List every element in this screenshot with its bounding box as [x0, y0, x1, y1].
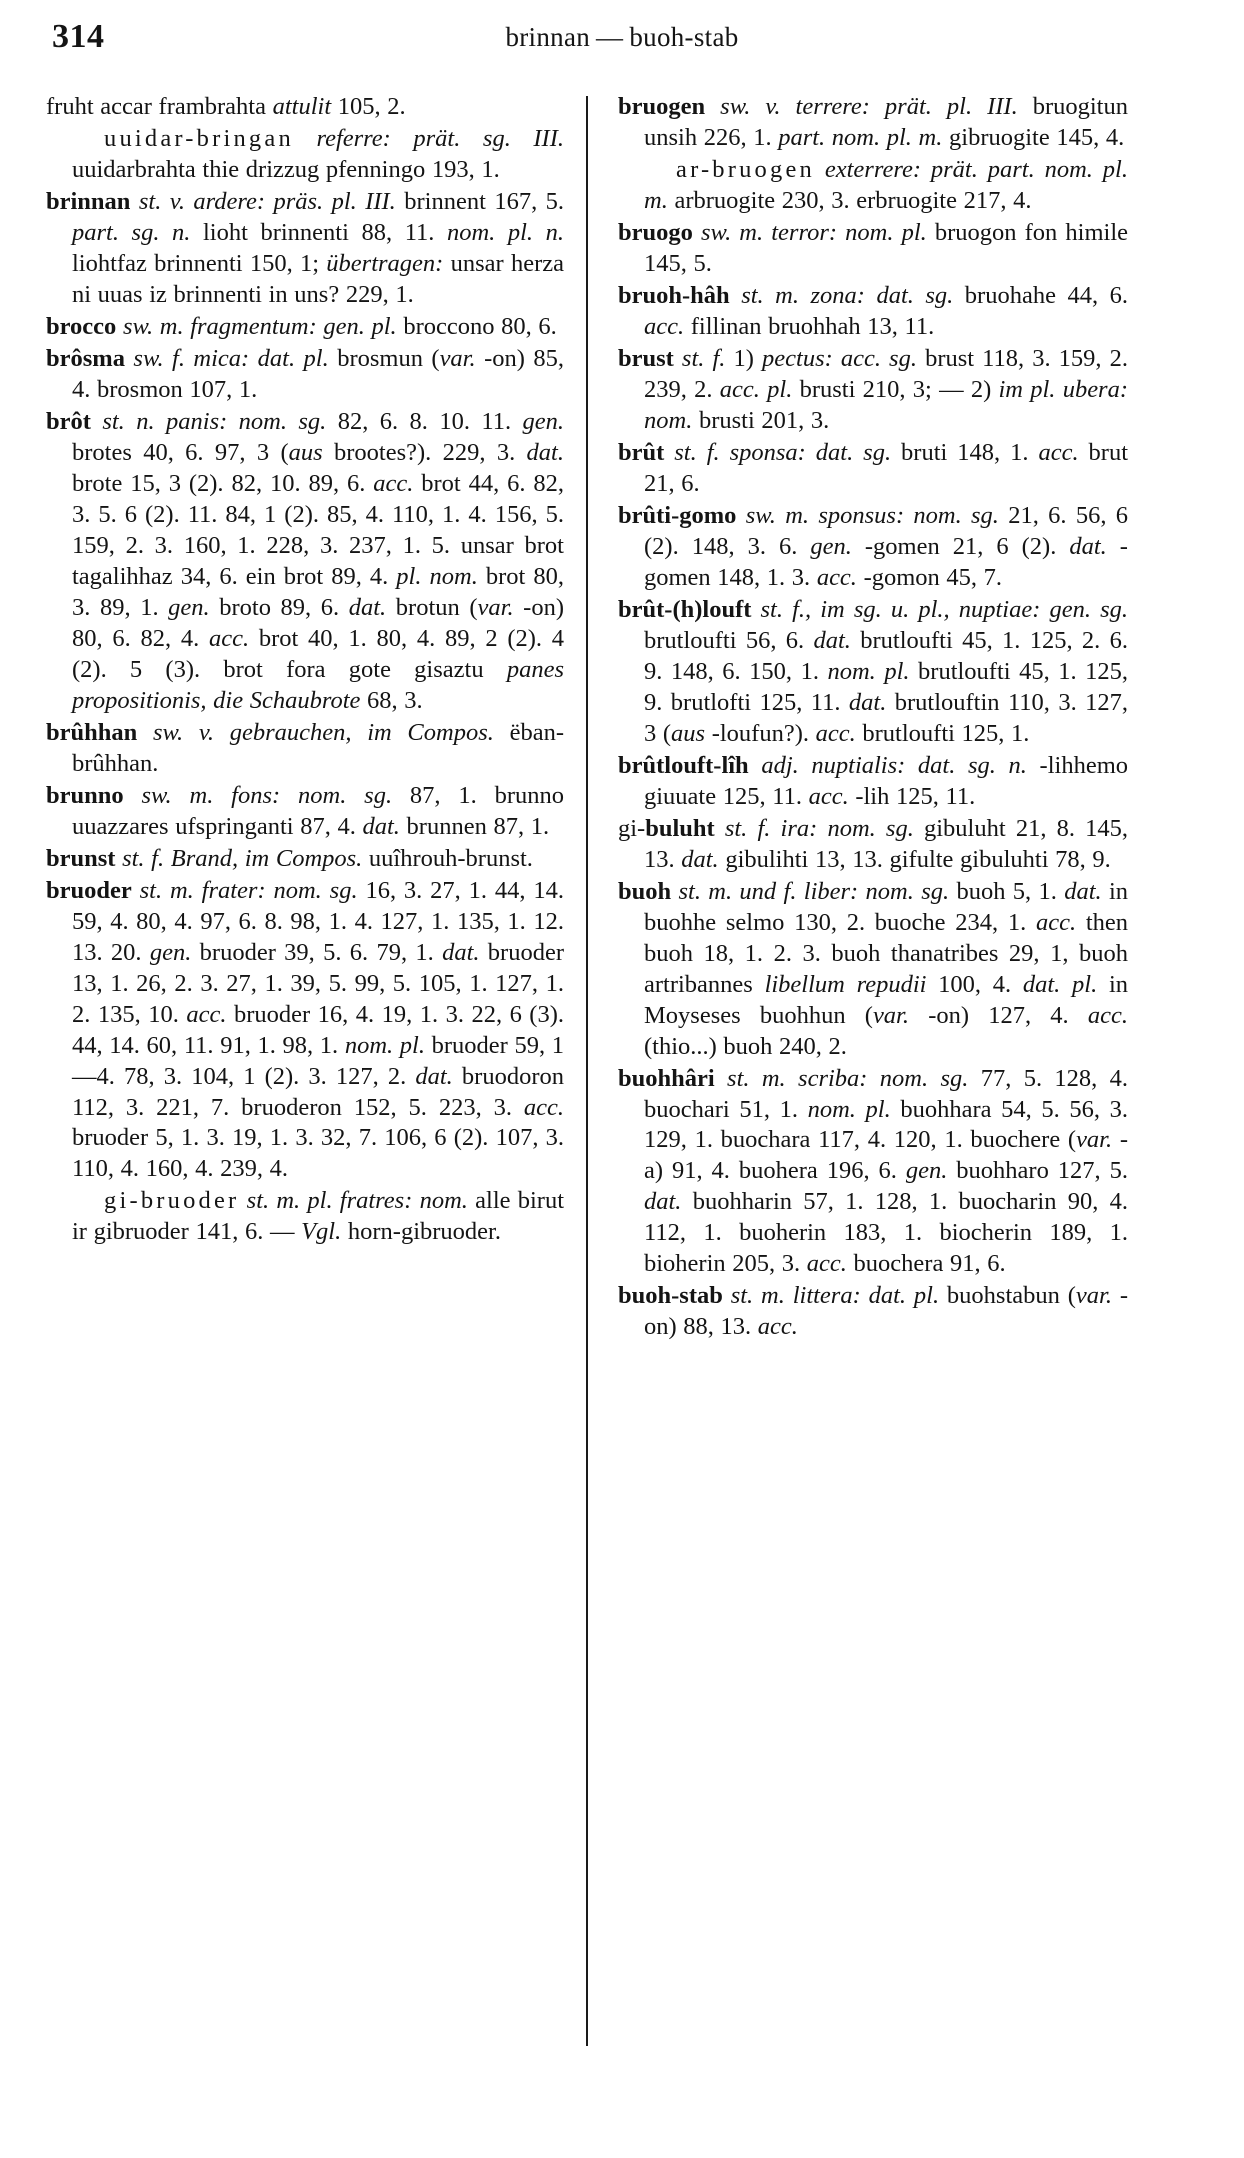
dictionary-entry: bruoder st. m. frater: nom. sg. 16, 3. 27, 1. 44, 14. 59, 4. 80, 4. 97, 6. 8. 98, 1. 4. 127, 1. 135, 1. 12. 13. 20. gen. bruoder 39, 5. 6. 79, 1. dat. bruoder 13, 1. 26, 2. 3. 27, 1. 39, 5. 99, 5. 105, 1. 127, 1. 2. 135, 10. acc. bruoder 16, 4. 19, 1. 3. 22, 6 (3). 44, 14. 60, 11. 91, 1. 98, 1. nom. pl. bruoder 59, 1—4. 78, 3. 104, 1 (2). 3. 127, 2. dat. bruodoron 112, 3. 221, 7. bruoderon 152, 5. 223, 3. acc. bruoder 5, 1. 3. 19, 1. 3. 32, 7. 106, 6 (2). 107, 3. 110, 4. 160, 4. 239, 4.: [46, 876, 565, 1183]
running-head-dash: —: [596, 22, 624, 52]
running-head-right: buoh-stab: [629, 22, 739, 52]
dictionary-entry: gi-buluht st. f. ira: nom. sg. gibuluht 21, 8. 145, 13. dat. gibulihti 13, 13. gifulte gibuluhti 78, 9.: [618, 814, 1129, 873]
column-right: [588, 92, 1128, 2056]
dictionary-entry: bruogo sw. m. terror: nom. pl. bruogon fon himile 145, 5.: [618, 218, 1129, 277]
running-head: [222, 18, 1022, 51]
dictionary-entry: brûti-gomo sw. m. sponsus: nom. sg. 21, 6. 56, 6 (2). 148, 3. 6. gen. -gomen 21, 6 (2). dat. -gomen 148, 1. 3. acc. -gomon 45, 7.: [618, 501, 1129, 591]
dictionary-entry: uuidar-bringan referre: prät. sg. III. uuidarbrahta thie drizzug pfenningo 193, 1.: [72, 124, 564, 183]
dictionary-page: [0, 18, 1244, 2158]
dictionary-entry: brût-(h)louft st. f., im sg. u. pl., nuptiae: gen. sg. brutloufti 56, 6. dat. brutloufti 45, 1. 125, 2. 6. 9. 148, 6. 150, 1. nom. pl. brutloufti 45, 1. 125, 9. brutlofti 125, 11. dat. brutlouftin 110, 3. 127, 3 (aus -loufun?). acc. brutloufti 125, 1.: [618, 595, 1129, 747]
column-left: [46, 92, 586, 2056]
page-header: [52, 18, 1192, 80]
dictionary-entry: brôsma sw. f. mica: dat. pl. brosmun (var. -on) 85, 4. brosmon 107, 1.: [46, 344, 564, 403]
dictionary-entry: buohhâri st. m. scriba: nom. sg. 77, 5. 128, 4. buochari 51, 1. nom. pl. buohhara 54, 5. 56, 3. 129, 1. buochara 117, 4. 120, 1. buochere (var. -a) 91, 4. buohera 196, 6. gen. buohharo 127, 5. dat. buohharin 57, 1. 128, 1. buocharin 90, 4. 112, 1. buoherin 183, 1. biocherin 189, 1. bioherin 205, 3. acc. buochera 91, 6.: [618, 1064, 1129, 1278]
dictionary-entry: brunno sw. m. fons: nom. sg. 87, 1. brunno uuazzares ufspringanti 87, 4. dat. brunnen 87, 1.: [46, 781, 565, 840]
dictionary-entry: brûhhan sw. v. gebrauchen, im Compos. ëban-brûhhan.: [46, 718, 564, 777]
dictionary-entry: brût st. f. sponsa: dat. sg. bruti 148, 1. acc. brut 21, 6.: [618, 438, 1129, 497]
dictionary-entry: brinnan st. v. ardere: präs. pl. III. brinnent 167, 5. part. sg. n. lioht brinnenti 88, 11. nom. pl. n. liohtfaz brinnenti 150, 1; übertragen: unsar herza ni uuas iz brinnenti in uns? 229, 1.: [46, 187, 565, 308]
dictionary-entry: ar-bruogen exterrere: prät. part. nom. pl. m. arbruogite 230, 3. erbruogite 217, 4.: [644, 155, 1128, 214]
dictionary-entry: brunst st. f. Brand, im Compos. uuîhrouh-brunst.: [46, 844, 533, 872]
dictionary-entry: brust st. f. 1) pectus: acc. sg. brust 118, 3. 159, 2. 239, 2. acc. pl. brusti 210, 3; — 2) im pl. ubera: nom. brusti 201, 3.: [618, 344, 1129, 434]
dictionary-entry: gi-bruoder st. m. pl. fratres: nom. alle birut ir gibruoder 141, 6. — Vgl. horn-gibruoder.: [72, 1187, 564, 1246]
dictionary-entry: brocco sw. m. fragmentum: gen. pl. broccono 80, 6.: [46, 312, 557, 340]
dictionary-entry: bruogen sw. v. terrere: prät. pl. III. bruogitun unsih 226, 1. part. nom. pl. m. gibruogite 145, 4.: [618, 93, 1128, 151]
page-number: 314: [52, 18, 105, 55]
running-head-left: brinnan: [505, 22, 591, 52]
body-columns: [46, 92, 1198, 2056]
dictionary-entry: brôt st. n. panis: nom. sg. 82, 6. 8. 10. 11. gen. brotes 40, 6. 97, 3 (aus brootes?). 229, 3. dat. brote 15, 3 (2). 82, 10. 89, 6. acc. brot 44, 6. 82, 3. 5. 6 (2). 11. 84, 1 (2). 85, 4. 110, 1. 4. 156, 5. 159, 2. 3. 160, 1. 228, 3. 237, 1. 5. unsar brot tagalihhaz 34, 6. ein brot 89, 4. pl. nom. brot 80, 3. 89, 1. gen. broto 89, 6. dat. brotun (var. -on) 80, 6. 82, 4. acc. brot 40, 1. 80, 4. 89, 2 (2). 4 (2). 5 (3). brot fora gote gisaztu panes propositionis, die Schaubrote 68, 3.: [46, 407, 564, 714]
dictionary-entry: fruht accar frambrahta attulit 105, 2.: [46, 93, 406, 120]
dictionary-entry: bruoh-hâh st. m. zona: dat. sg. bruohahe 44, 6. acc. fillinan bruohhah 13, 11.: [618, 281, 1128, 340]
dictionary-entry: buoh st. m. und f. liber: nom. sg. buoh 5, 1. dat. in buohhe selmo 130, 2. buoche 234, 1. acc. then buoh 18, 1. 2. 3. buoh thanatribes 29, 1, buoh artribannes libellum repudii 100, 4. dat. pl. in Moyseses buohhun (var. -on) 127, 4. acc. (thio...) buoh 240, 2.: [618, 877, 1129, 1060]
dictionary-entry: brûtlouft-lîh adj. nuptialis: dat. sg. n. -lihhemo giuuate 125, 11. acc. -lih 125, 11.: [618, 751, 1129, 810]
dictionary-entry: buoh-stab st. m. littera: dat. pl. buohstabun (var. -on) 88, 13. acc.: [618, 1282, 1128, 1341]
